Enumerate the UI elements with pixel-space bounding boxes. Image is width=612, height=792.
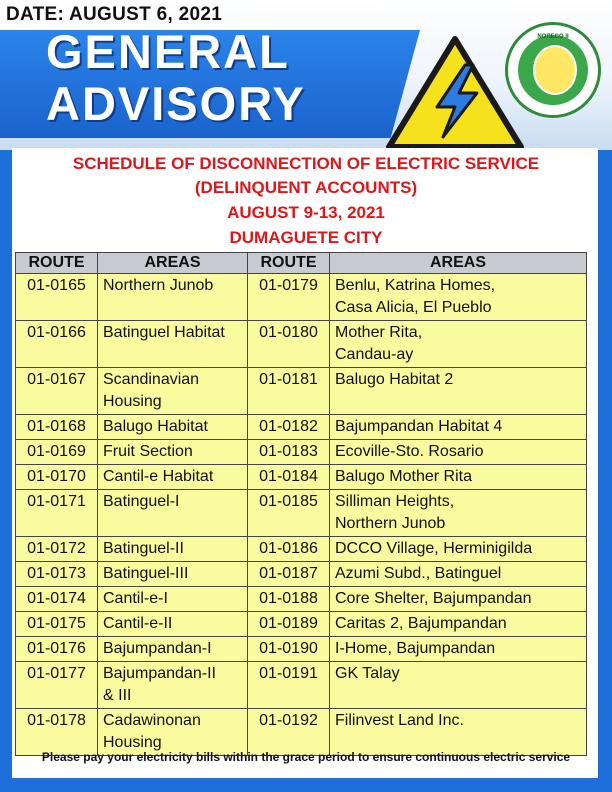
route-code-text: 01-0168 — [27, 418, 86, 435]
area-name-text-continued: Northern Junob — [335, 515, 446, 532]
route-code — [248, 440, 330, 465]
area-name-text: Cantil-e-II — [103, 615, 173, 632]
area-name-text: Azumi Subd., Batinguel — [335, 565, 502, 582]
route-code — [16, 321, 98, 368]
schedule-dates-heading: AUGUST 9-13, 2021 — [227, 203, 385, 222]
area-name-text: Fruit Section — [103, 443, 193, 460]
table-row — [16, 709, 587, 756]
route-code — [16, 537, 98, 562]
route-code-text: 01-0184 — [259, 468, 318, 485]
route-code-text: 01-0185 — [259, 493, 318, 510]
area-name-text: Batinguel-II — [103, 540, 184, 557]
area-name — [330, 537, 587, 562]
area-name-text: Filinvest Land Inc. — [335, 712, 464, 729]
route-code — [248, 612, 330, 637]
route-code — [248, 368, 330, 415]
route-code — [248, 562, 330, 587]
route-code — [248, 637, 330, 662]
route-code-text: 01-0176 — [27, 640, 86, 657]
route-code-text: 01-0166 — [27, 324, 86, 341]
table-row — [16, 662, 587, 709]
route-code — [248, 537, 330, 562]
route-code-text: 01-0170 — [27, 468, 86, 485]
area-name-text: Scandinavian — [103, 371, 200, 388]
table-body — [16, 274, 587, 756]
area-name-text: Bajumpandan-II — [103, 665, 216, 682]
route-code-text: 01-0177 — [27, 665, 86, 682]
route-code-text: 01-0165 — [27, 277, 86, 294]
area-name-text: Benlu, Katrina Homes, — [335, 277, 496, 294]
area-name — [330, 587, 587, 612]
area-name-text: Balugo Habitat — [103, 418, 208, 435]
area-name — [330, 637, 587, 662]
route-code-text: 01-0175 — [27, 615, 86, 632]
area-name — [330, 612, 587, 637]
area-name-text: Northern Junob — [103, 277, 214, 294]
route-code — [16, 587, 98, 612]
area-name — [330, 465, 587, 490]
area-name-text: Cantil-e-I — [103, 590, 168, 607]
area-name — [98, 587, 248, 612]
table-row — [16, 537, 587, 562]
route-code — [16, 662, 98, 709]
table-row — [16, 440, 587, 465]
table-row — [16, 274, 587, 321]
account-type-heading: (DELINQUENT ACCOUNTS) — [194, 178, 418, 197]
area-name — [98, 440, 248, 465]
table-row — [16, 490, 587, 537]
route-code-text: 01-0179 — [259, 277, 318, 294]
area-name-text: Bajumpandan-I — [103, 640, 212, 657]
area-name — [98, 612, 248, 637]
area-name — [98, 709, 248, 756]
route-code-text: 01-0192 — [259, 712, 318, 729]
route-code-text: 01-0169 — [27, 443, 86, 460]
area-name — [330, 321, 587, 368]
area-name-text-continued: Candau-ay — [335, 346, 414, 363]
route-code-text: 01-0189 — [259, 615, 318, 632]
route-code-text: 01-0167 — [27, 371, 86, 388]
area-name-text: Cantil-e Habitat — [103, 468, 214, 485]
area-name-text: Silliman Heights, — [335, 493, 455, 510]
electric-hazard-icon — [385, 35, 525, 153]
route-code — [16, 637, 98, 662]
title-line-1: GENERAL — [46, 25, 290, 78]
area-name — [330, 274, 587, 321]
route-code — [16, 490, 98, 537]
area-name-text: Balugo Mother Rita — [335, 468, 472, 485]
route-code — [248, 274, 330, 321]
table-row — [16, 587, 587, 612]
area-name — [330, 415, 587, 440]
area-name — [330, 490, 587, 537]
area-name-text-continued: Housing — [103, 734, 162, 751]
area-name — [330, 368, 587, 415]
route-code — [16, 612, 98, 637]
area-name — [98, 662, 248, 709]
route-code — [16, 709, 98, 756]
area-name-text-continued: Housing — [103, 393, 162, 410]
logo-abbreviation: NORECO II — [537, 34, 569, 40]
route-code-text: 01-0190 — [259, 640, 318, 657]
area-name-text-continued: & III — [103, 687, 132, 704]
light-bulb-icon — [533, 45, 577, 95]
route-code-text: 01-0182 — [259, 418, 318, 435]
advisory-date: DATE: AUGUST 6, 2021 — [6, 4, 223, 25]
page-title — [46, 26, 306, 130]
route-code-text: 01-0183 — [259, 443, 318, 460]
table-header-row — [16, 253, 587, 274]
area-name-text: I-Home, Bajumpandan — [335, 640, 496, 657]
disconnection-schedule-table — [15, 252, 587, 756]
area-name-text: DCCO Village, Herminigilda — [335, 540, 533, 557]
route-code-text: 01-0191 — [259, 665, 318, 682]
area-name — [330, 440, 587, 465]
route-code — [248, 465, 330, 490]
area-name — [98, 274, 248, 321]
table-row — [16, 415, 587, 440]
route-code — [16, 415, 98, 440]
area-name — [98, 490, 248, 537]
area-name-text: Batinguel-I — [103, 493, 180, 510]
route-code — [248, 587, 330, 612]
area-name-text: Caritas 2, Bajumpandan — [335, 615, 507, 632]
area-name-text: Ecoville-Sto. Rosario — [335, 443, 484, 460]
area-name-text: Core Shelter, Bajumpandan — [335, 590, 532, 607]
route-column-header: ROUTE — [248, 253, 330, 274]
area-name-text: Batinguel Habitat — [103, 324, 225, 341]
table-row — [16, 562, 587, 587]
route-code — [248, 415, 330, 440]
route-code — [16, 465, 98, 490]
area-name — [98, 415, 248, 440]
areas-column-header: AREAS — [98, 253, 248, 274]
area-name-text: GK Talay — [335, 665, 400, 682]
area-name-text: Cadawinonan — [103, 712, 201, 729]
route-code-text: 01-0180 — [259, 324, 318, 341]
payment-reminder: Please pay your electricity bills within the grace period to ensure continuous electric service — [41, 750, 571, 764]
area-name — [98, 368, 248, 415]
route-code-text: 01-0171 — [27, 493, 86, 510]
route-column-header: ROUTE — [16, 253, 98, 274]
area-name-text: Balugo Habitat 2 — [335, 371, 454, 388]
route-code-text: 01-0173 — [27, 565, 86, 582]
route-code — [248, 709, 330, 756]
route-code — [248, 321, 330, 368]
areas-column-header: AREAS — [330, 253, 587, 274]
route-code-text: 01-0181 — [259, 371, 318, 388]
route-code-text: 01-0188 — [259, 590, 318, 607]
area-name — [98, 537, 248, 562]
table-row — [16, 321, 587, 368]
route-code-text: 01-0187 — [259, 565, 318, 582]
route-code — [16, 440, 98, 465]
route-code — [16, 368, 98, 415]
route-code — [248, 490, 330, 537]
title-line-2: ADVISORY — [46, 77, 306, 130]
route-code — [16, 274, 98, 321]
route-code-text: 01-0178 — [27, 712, 86, 729]
table-row — [16, 465, 587, 490]
area-name — [98, 321, 248, 368]
route-code-text: 01-0172 — [27, 540, 86, 557]
route-code-text: 01-0186 — [259, 540, 318, 557]
area-name — [330, 562, 587, 587]
table-row — [16, 368, 587, 415]
schedule-heading: SCHEDULE OF DISCONNECTION OF ELECTRIC SERVICE — [72, 154, 540, 173]
area-name — [98, 637, 248, 662]
area-name — [330, 662, 587, 709]
area-name-text: Mother Rita, — [335, 324, 423, 341]
table-row — [16, 612, 587, 637]
area-name-text: Bajumpandan Habitat 4 — [335, 418, 503, 435]
area-name — [330, 709, 587, 756]
route-code — [248, 662, 330, 709]
area-name-text: Batinguel-III — [103, 565, 189, 582]
table-row — [16, 637, 587, 662]
route-code — [16, 562, 98, 587]
area-name — [98, 562, 248, 587]
coop-logo — [505, 22, 601, 118]
route-code-text: 01-0174 — [27, 590, 86, 607]
area-name — [98, 465, 248, 490]
area-name-text-continued: Casa Alicia, El Pueblo — [335, 299, 492, 316]
city-heading: DUMAGUETE CITY — [229, 228, 383, 247]
